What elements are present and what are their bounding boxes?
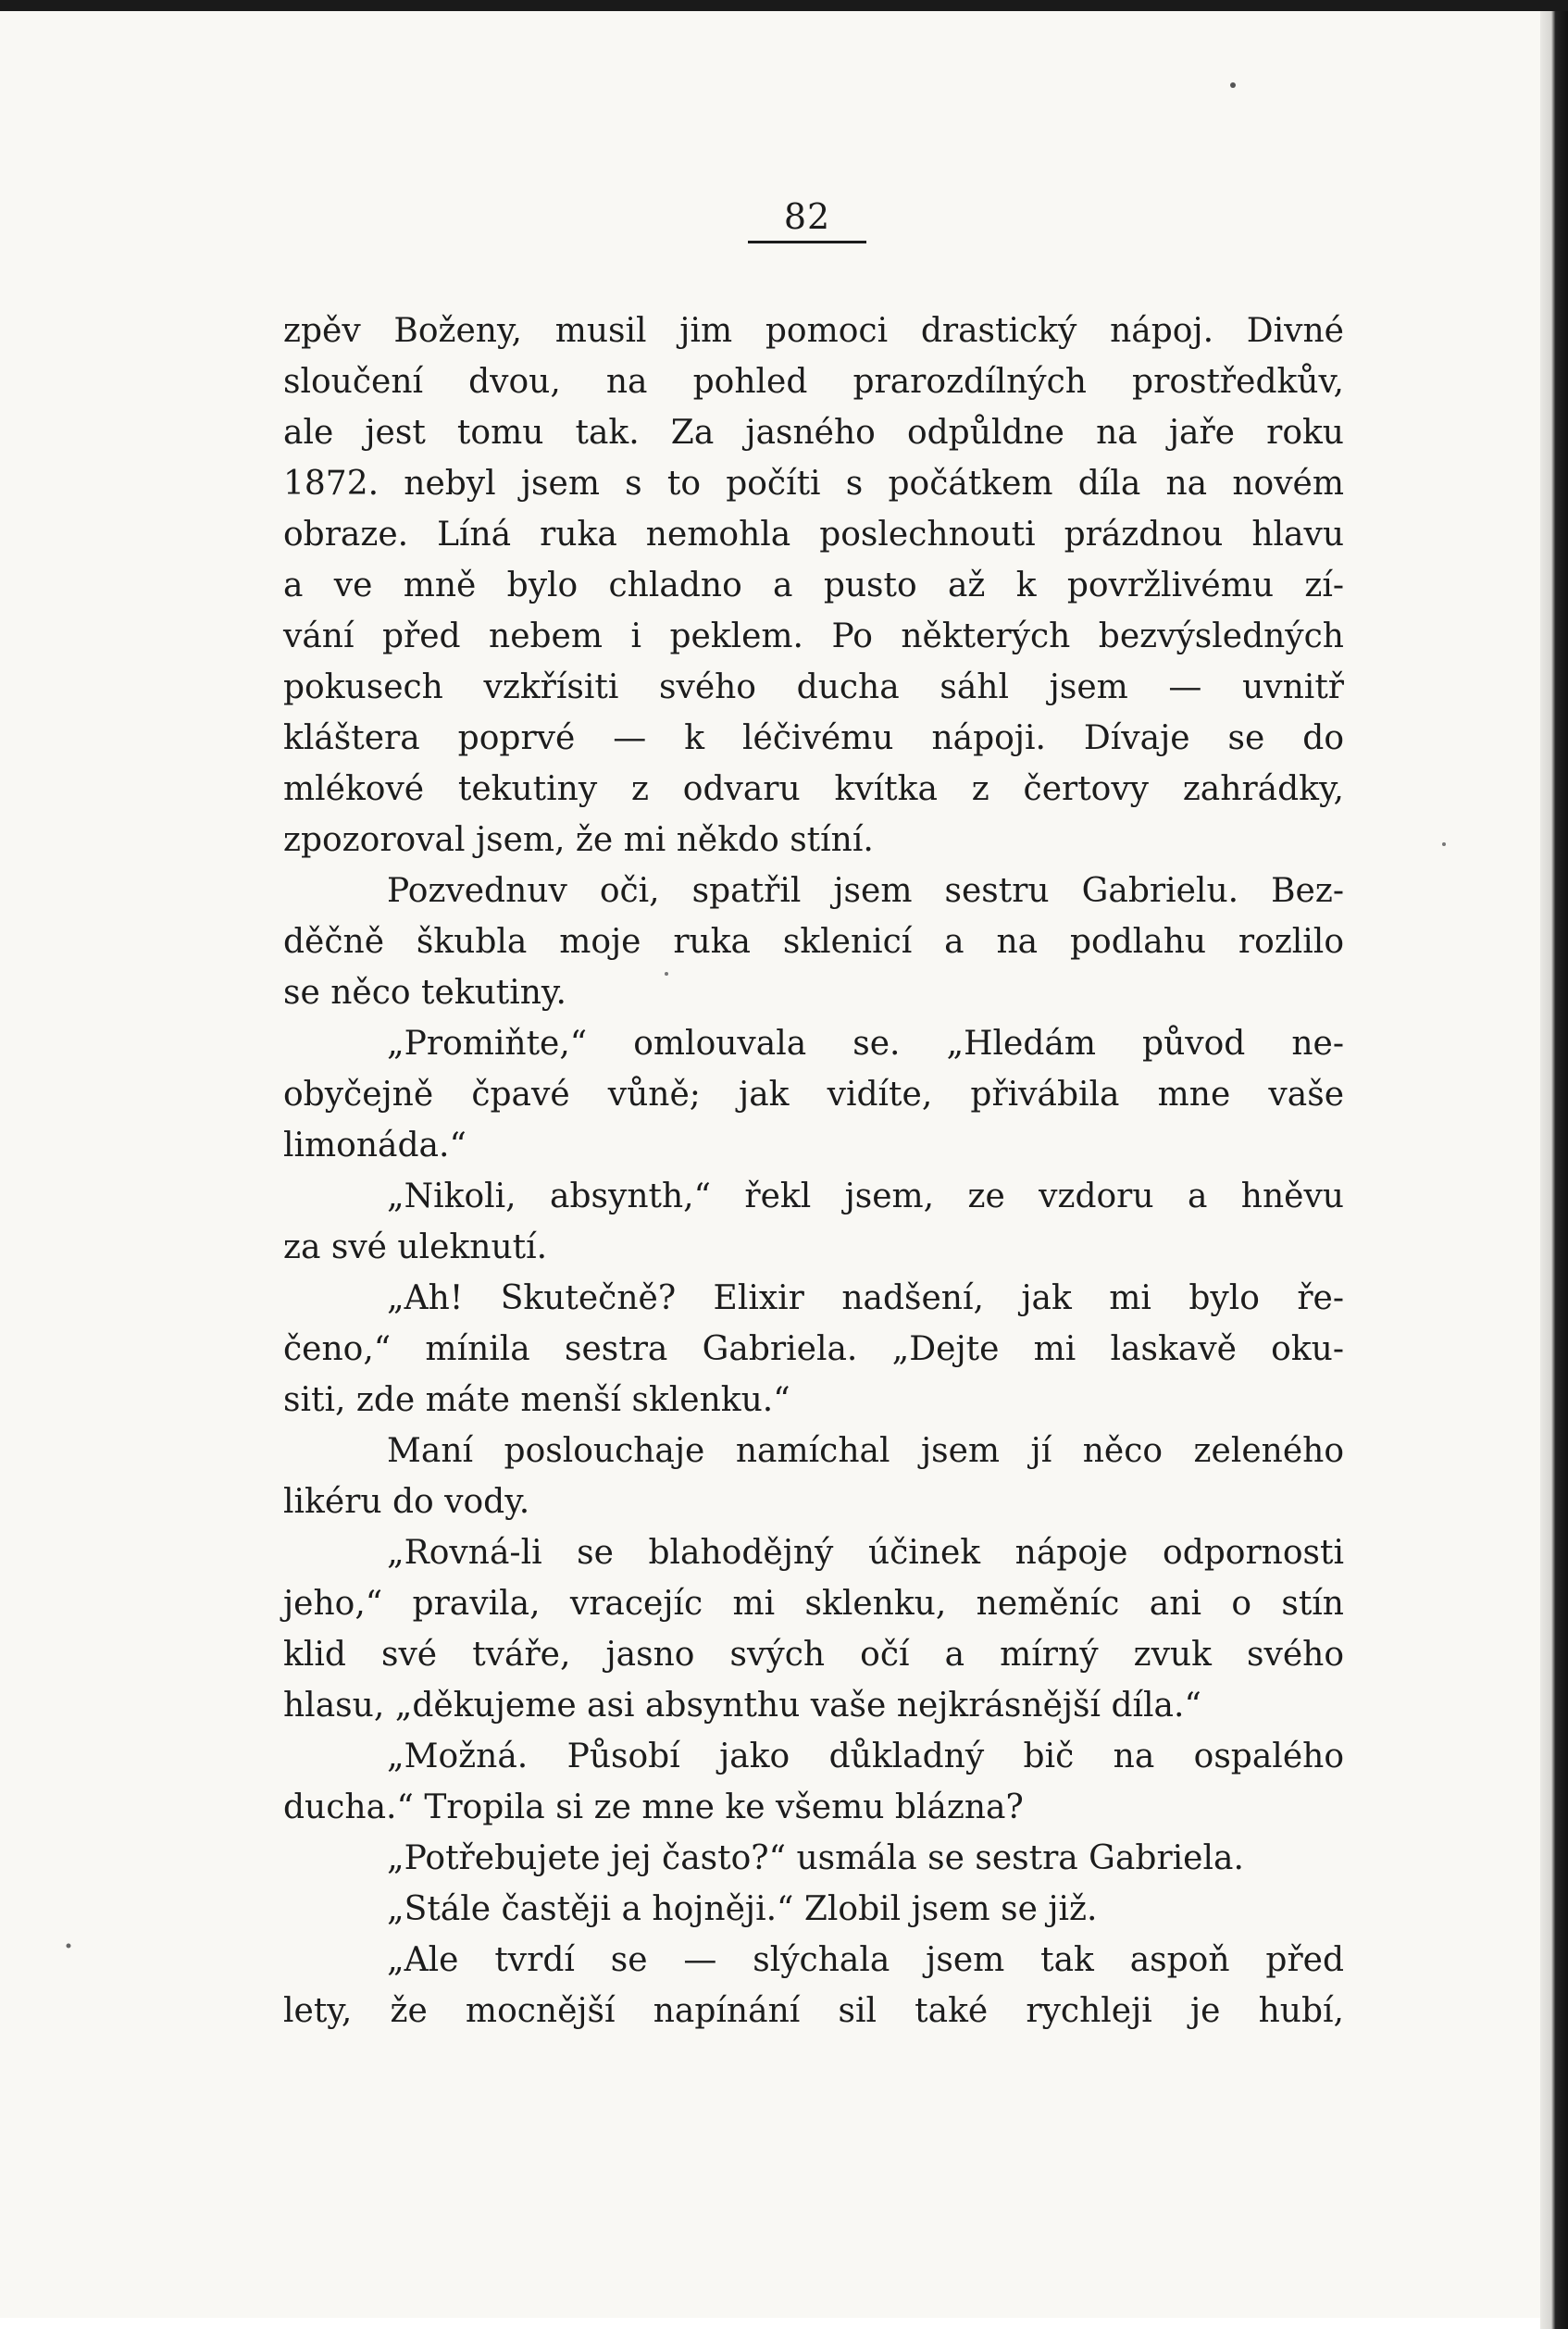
text-line: čeno,“ mínila sestra Gabriela. „Dejte mi laskavě oku- [283,1330,1344,1368]
text-line: se něco tekutiny. [283,974,566,1012]
text-line: pokusech vzkřísiti svého ducha sáhl jsem — uvnitř [283,668,1344,706]
text-line: děčně škubla moje ruka sklenicí a na podlahu rozlilo [283,923,1344,961]
text-line: a ve mně bylo chladno a pusto až k povržlivému zí- [283,567,1344,604]
speck [1230,82,1236,88]
text-line: hlasu, „děkujeme asi absynthu vaše nejkrásnější díla.“ [283,1687,1201,1725]
text-line: ducha.“ Tropila si ze mne ke všemu blázna? [283,1788,1024,1826]
text-line: Maní poslouchaje namíchal jsem jí něco zeleného [387,1432,1344,1470]
page-number-rule [748,241,866,243]
text-line: vání před nebem i peklem. Po některých bezvýsledných [283,617,1344,655]
text-line: mlékové tekutiny z odvaru kvítka z čertovy zahrádky, [283,770,1344,808]
text-line: „Promiňte,“ omlouvala se. „Hledám původ ne- [387,1025,1344,1063]
speck [1442,842,1446,846]
text-line: „Ale tvrdí se — slýchala jsem tak aspoň před [387,1941,1344,1979]
text-line: zpěv Boženy, musil jim pomoci drastický nápoj. Divné [283,312,1344,350]
text-line: „Rovná-li se blahodějný účinek nápoje odpornosti [387,1534,1344,1572]
page-header [748,196,866,243]
text-line: obraze. Líná ruka nemohla poslechnouti prázdnou hlavu [283,516,1344,554]
body-text [283,305,1344,2036]
text-line: sloučení dvou, na pohled prarozdílných prostředkův, [283,363,1344,401]
text-line: „Stále častěji a hojněji.“ Zlobil jsem se již. [387,1890,1098,1928]
text-line: siti, zde máte menší sklenku.“ [283,1381,790,1419]
page-edge-shadow [1540,11,1568,2329]
text-line: za své uleknutí. [283,1228,548,1266]
text-line: jeho,“ pravila, vracejíc mi sklenku, neměníc ani o stín [283,1585,1344,1623]
text-line: „Ah! Skutečně? Elixir nadšení, jak mi bylo ře- [387,1279,1344,1317]
text-line: klid své tváře, jasno svých očí a mírný zvuk svého [283,1636,1344,1674]
text-line: likéru do vody. [283,1483,530,1521]
text-line: kláštera poprvé — k léčivému nápoji. Dívaje se do [283,719,1344,757]
text-line: 1872. nebyl jsem s to počíti s počátkem díla na novém [283,465,1344,503]
text-line: obyčejně čpavé vůně; jak vidíte, přivábila mne vaše [283,1076,1344,1114]
text-line: ale jest tomu tak. Za jasného odpůldne na jaře roku [283,414,1344,452]
page-number: 82 [783,196,831,237]
text-line: limonáda.“ [283,1127,467,1164]
text-line: Pozvednuv oči, spatřil jsem sestru Gabrielu. Bez- [387,872,1344,910]
text-line: „Potřebujete jej často?“ usmála se sestra Gabriela. [387,1839,1244,1877]
text-line: „Nikoli, absynth,“ řekl jsem, ze vzdoru a hněvu [387,1177,1344,1215]
text-line: zpozoroval jsem, že mi někdo stíní. [283,821,874,859]
text-line: „Možná. Působí jako důkladný bič na ospalého [387,1737,1344,1775]
speck [67,1944,71,1949]
text-line: lety, že mocnější napínání sil také rychleji je hubí, [283,1992,1344,2030]
